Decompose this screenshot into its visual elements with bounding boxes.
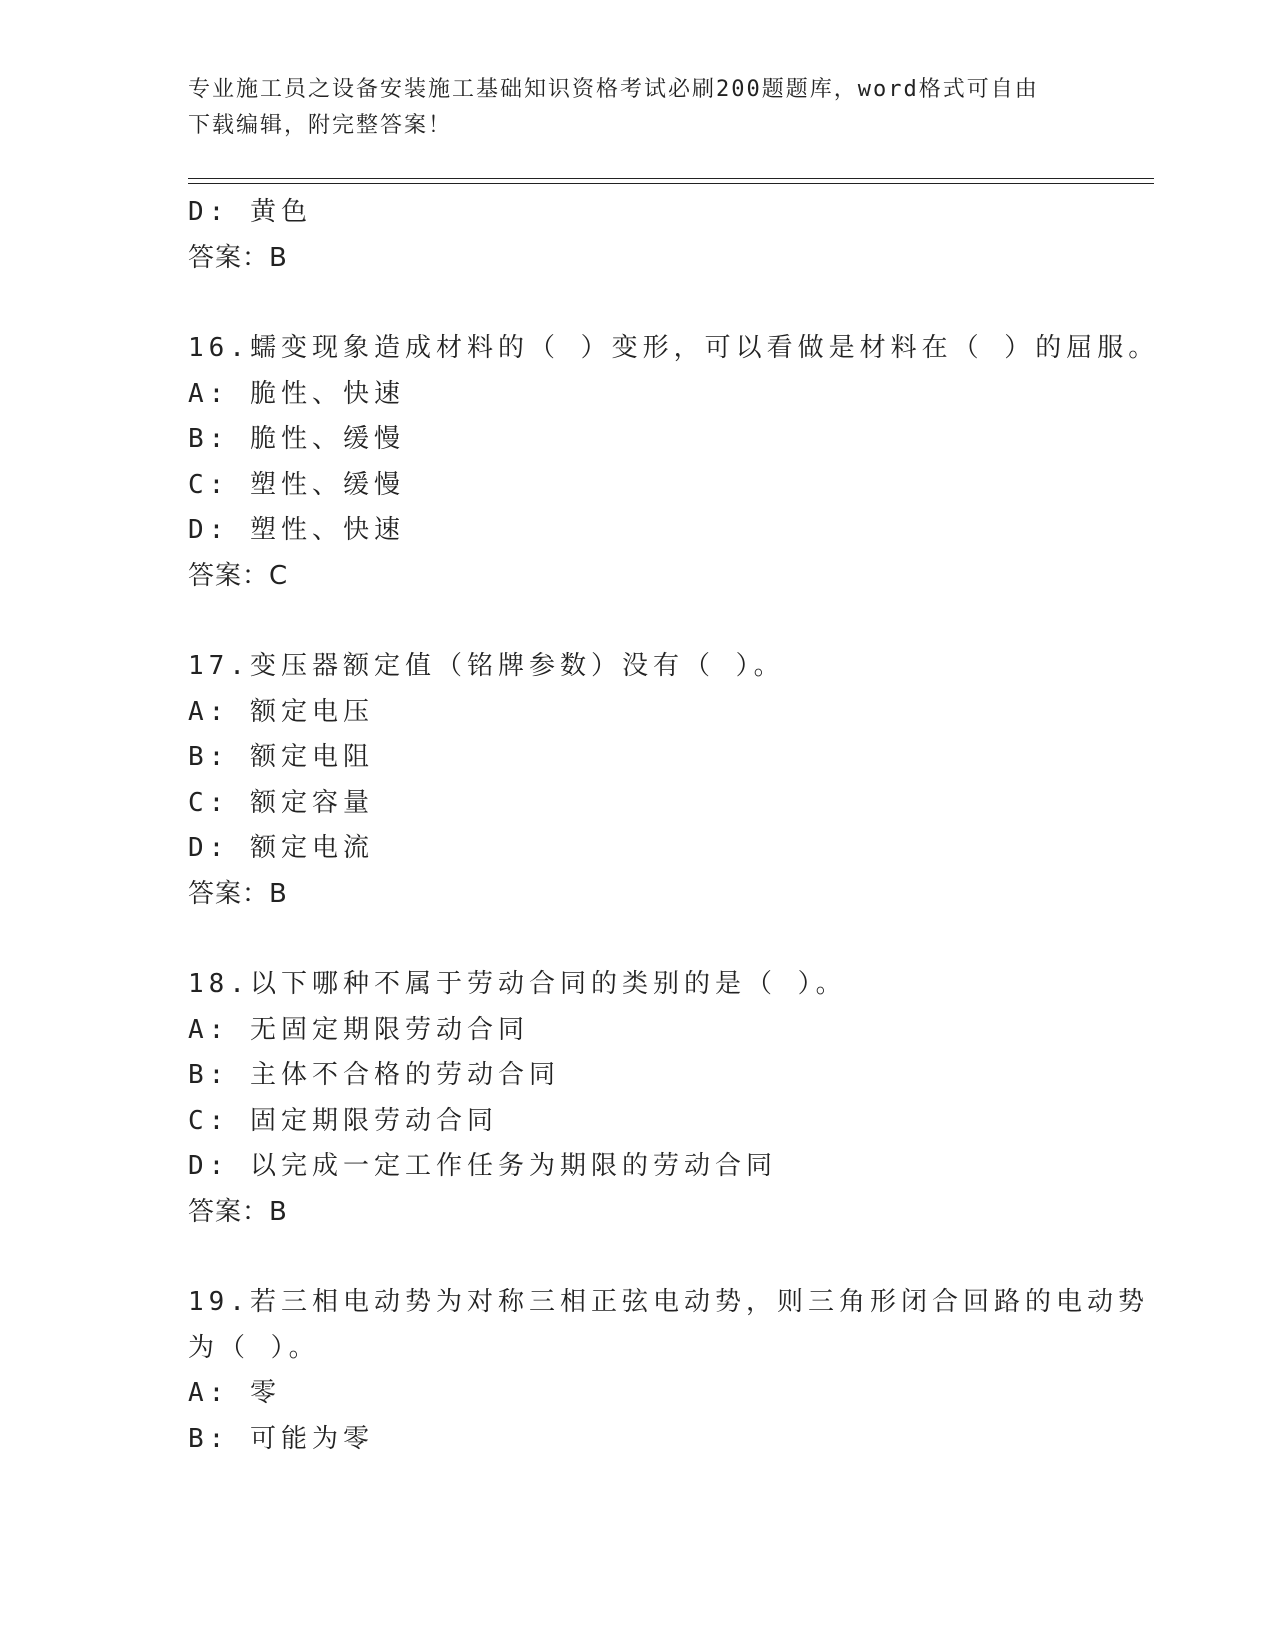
option-line: C: 额定容量 bbox=[188, 787, 374, 818]
question-stem: 16.蠕变现象造成材料的（ ）变形，可以看做是材料在（ ）的屈服。 bbox=[188, 333, 1160, 363]
question-block bbox=[188, 962, 1148, 1235]
question-block bbox=[188, 644, 1148, 917]
header-line-2: 下载编辑，附完整答案！ bbox=[188, 113, 453, 138]
option-line: D: 塑性、快速 bbox=[188, 515, 405, 545]
header-rule-bottom bbox=[188, 183, 1154, 184]
question-stem: 17.变压器额定值（铭牌参数）没有（ ）。 bbox=[188, 651, 785, 681]
answer-line: 答案：C bbox=[188, 560, 289, 591]
document-header bbox=[188, 72, 1088, 144]
option-line: A: 零 bbox=[188, 1378, 281, 1408]
question-stem: 19.若三相电动势为对称三相正弦电动势，则三角形闭合回路的电动势 bbox=[188, 1287, 1149, 1317]
option-line: A: 无固定期限劳动合同 bbox=[188, 1014, 529, 1045]
option-line: B: 额定电阻 bbox=[188, 742, 374, 772]
spacer bbox=[188, 1235, 1148, 1280]
answer-line: 答案：B bbox=[188, 242, 288, 273]
option-line: B: 可能为零 bbox=[188, 1423, 374, 1454]
question-block bbox=[188, 326, 1160, 599]
option-line: A: 额定电压 bbox=[188, 696, 374, 727]
spacer bbox=[188, 281, 1148, 326]
spacer bbox=[188, 599, 1148, 644]
option-line: C: 固定期限劳动合同 bbox=[188, 1105, 498, 1136]
question-list bbox=[188, 190, 1160, 1462]
header-rule-top bbox=[188, 178, 1154, 179]
option-line: C: 塑性、缓慢 bbox=[188, 469, 405, 500]
header-line-1: 专业施工员之设备安装施工基础知识资格考试必刷200题题库，word格式可自由 bbox=[188, 77, 1039, 102]
question-stem-continued: 为（ ）。 bbox=[188, 1332, 320, 1363]
question-block bbox=[188, 1280, 1148, 1462]
option-line: A: 脆性、快速 bbox=[188, 378, 405, 409]
answer-line: 答案：B bbox=[188, 1196, 288, 1227]
question-stem: 18.以下哪种不属于劳动合同的类别的是（ ）。 bbox=[188, 969, 847, 999]
option-line: D: 额定电流 bbox=[188, 833, 374, 863]
answer-line: 答案：B bbox=[188, 878, 288, 909]
option-line: B: 脆性、缓慢 bbox=[188, 424, 405, 454]
option-line: D: 以完成一定工作任务为期限的劳动合同 bbox=[188, 1151, 777, 1181]
option-line: D: 黄色 bbox=[188, 197, 312, 227]
option-line: B: 主体不合格的劳动合同 bbox=[188, 1060, 560, 1090]
spacer bbox=[188, 917, 1148, 962]
